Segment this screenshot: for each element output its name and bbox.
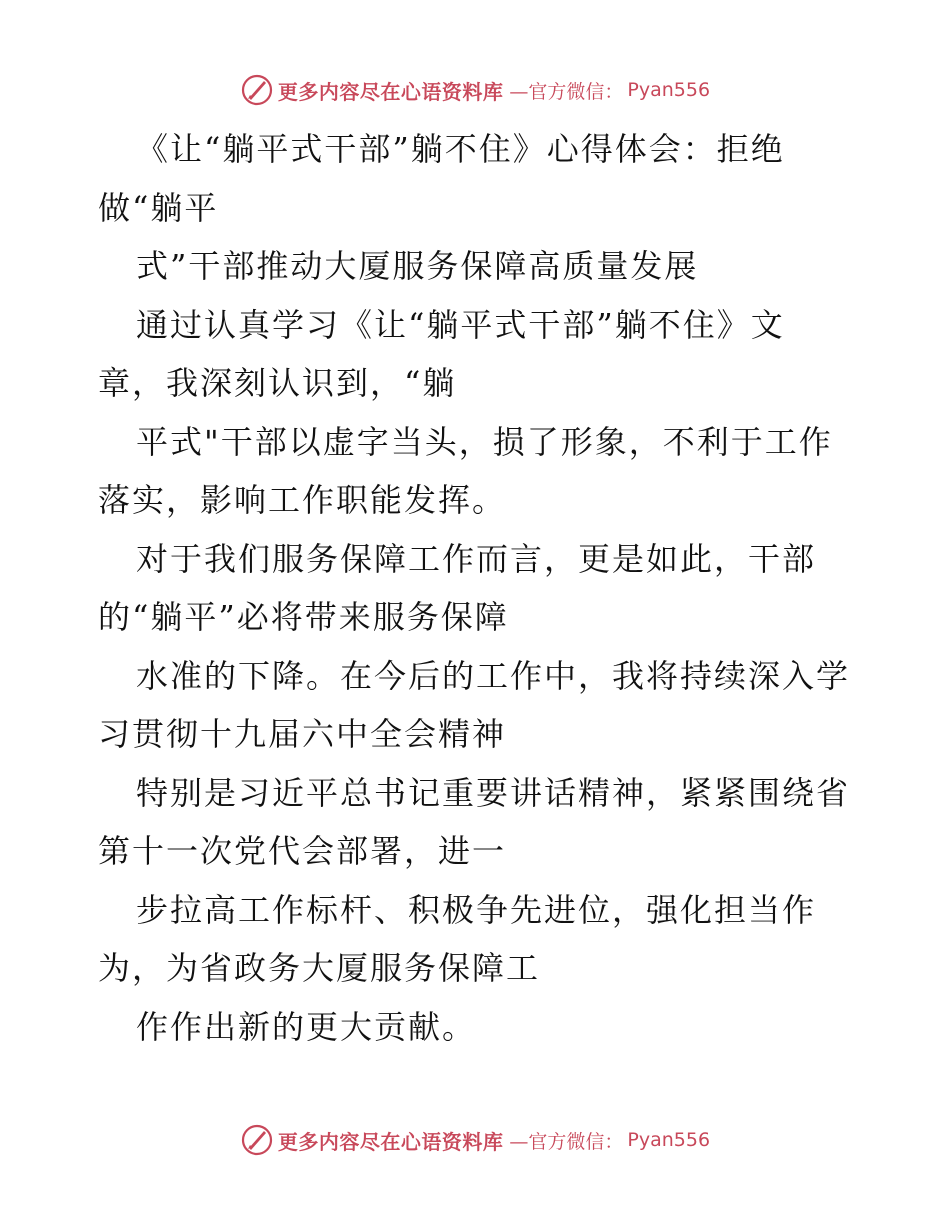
title-line-1: 《让“躺平式干部”躺不住》心得体会：拒绝 — [136, 130, 785, 168]
paragraph-line: 习贯彻十九届六中全会精神 — [98, 715, 507, 753]
quill-circle-icon — [240, 73, 274, 107]
header-banner-main: 更多内容尽在心语资料库 — [277, 79, 504, 104]
paragraph-line: 平式"干部以虚字当头，损了形象，不利于工作 — [136, 422, 833, 461]
footer-banner-sub: —官方微信： — [509, 1130, 624, 1153]
paragraph-line: 通过认真学习《让“躺平式干部”躺不住》文 — [136, 305, 785, 344]
paragraph-line: 作作出新的更大贡献。 — [136, 1007, 477, 1046]
paragraph-line: 特别是习近平总书记重要讲话精神，紧紧围绕省 — [136, 773, 851, 812]
paragraph-line: 落实，影响工作职能发挥。 — [98, 481, 507, 519]
paragraph-line: 对于我们服务保障工作而言，更是如此，干部 — [136, 539, 817, 578]
quill-circle-icon — [240, 1123, 274, 1157]
footer-banner-main: 更多内容尽在心语资料库 — [277, 1129, 504, 1154]
header-banner-sub: —官方微信： — [509, 80, 624, 103]
title-line-3: 式”干部推动大厦服务保障高质量发展 — [136, 247, 699, 285]
footer-banner-id: Pyan556 — [627, 1129, 711, 1151]
header-banner — [240, 73, 710, 107]
title-line-2: 做“躺平 — [98, 188, 219, 227]
paragraph-line: 章，我深刻认识到，“躺 — [98, 364, 457, 402]
paragraph-line: 水准的下降。在今后的工作中，我将持续深入学 — [136, 656, 851, 695]
page-footer — [0, 1120, 950, 1160]
document-body — [98, 120, 868, 1056]
paragraph-line: 为，为省政务大厦服务保障工 — [98, 949, 541, 987]
paragraph-line: 第十一次党代会部署，进一 — [98, 832, 507, 870]
paragraph-line: 的“躺平”必将带来服务保障 — [98, 598, 509, 636]
footer-banner — [240, 1123, 710, 1157]
paragraph-line: 步拉高工作标杆、积极争先进位，强化担当作 — [136, 890, 817, 929]
header-banner-id: Pyan556 — [627, 79, 711, 101]
page-header — [0, 70, 950, 110]
